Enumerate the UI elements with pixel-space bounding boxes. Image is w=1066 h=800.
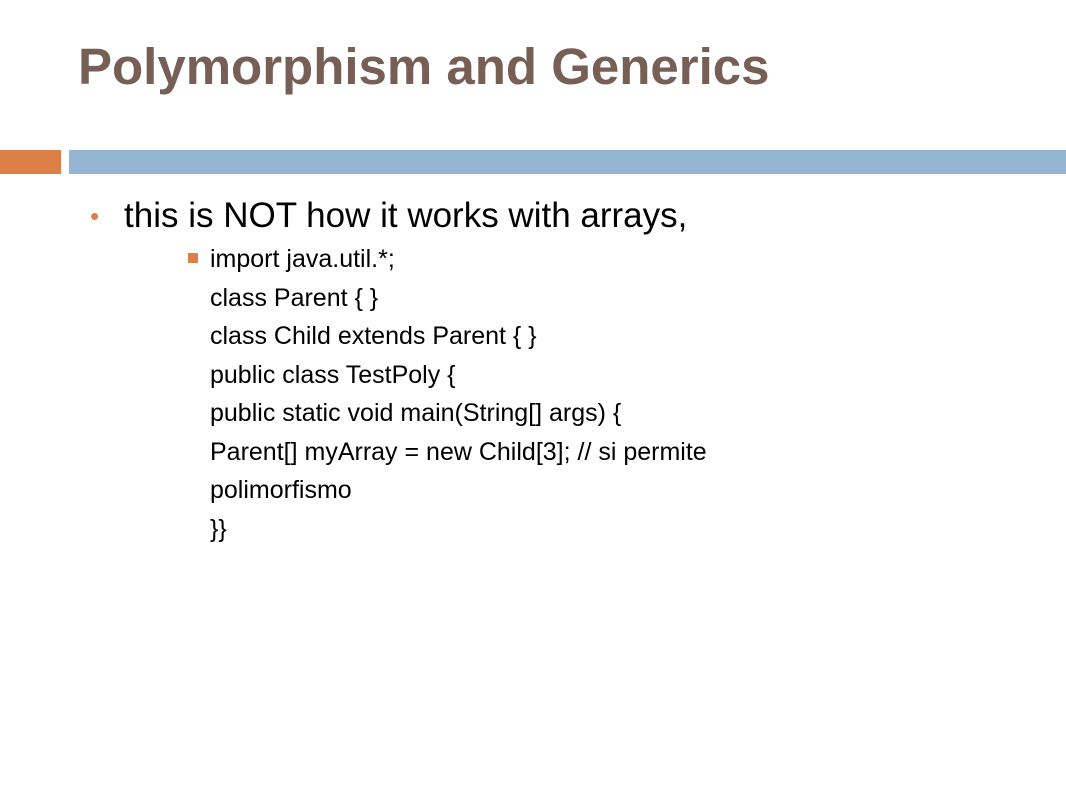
bullet-text: this is NOT how it works with arrays, xyxy=(124,196,688,235)
code-line: Parent[] myArray = new Child[3]; // si permite xyxy=(210,437,707,466)
bullet-dot-icon: • xyxy=(90,201,100,231)
code-line: class Child extends Parent { } xyxy=(210,322,537,350)
code-line: }} xyxy=(210,514,227,543)
title-divider-accent xyxy=(0,150,61,174)
code-line: polimorfismo xyxy=(210,476,352,504)
code-line: import java.util.*; xyxy=(210,245,395,273)
code-block xyxy=(210,240,707,548)
square-bullet-icon xyxy=(188,253,198,263)
code-line: public class TestPoly { xyxy=(210,360,456,389)
code-line: class Parent { } xyxy=(210,283,379,312)
title-divider-bar xyxy=(69,150,1066,174)
bullet-item xyxy=(90,193,687,239)
code-line: public static void main(String[] args) { xyxy=(210,399,622,427)
slide-title: Polymorphism and Generics xyxy=(78,38,770,95)
